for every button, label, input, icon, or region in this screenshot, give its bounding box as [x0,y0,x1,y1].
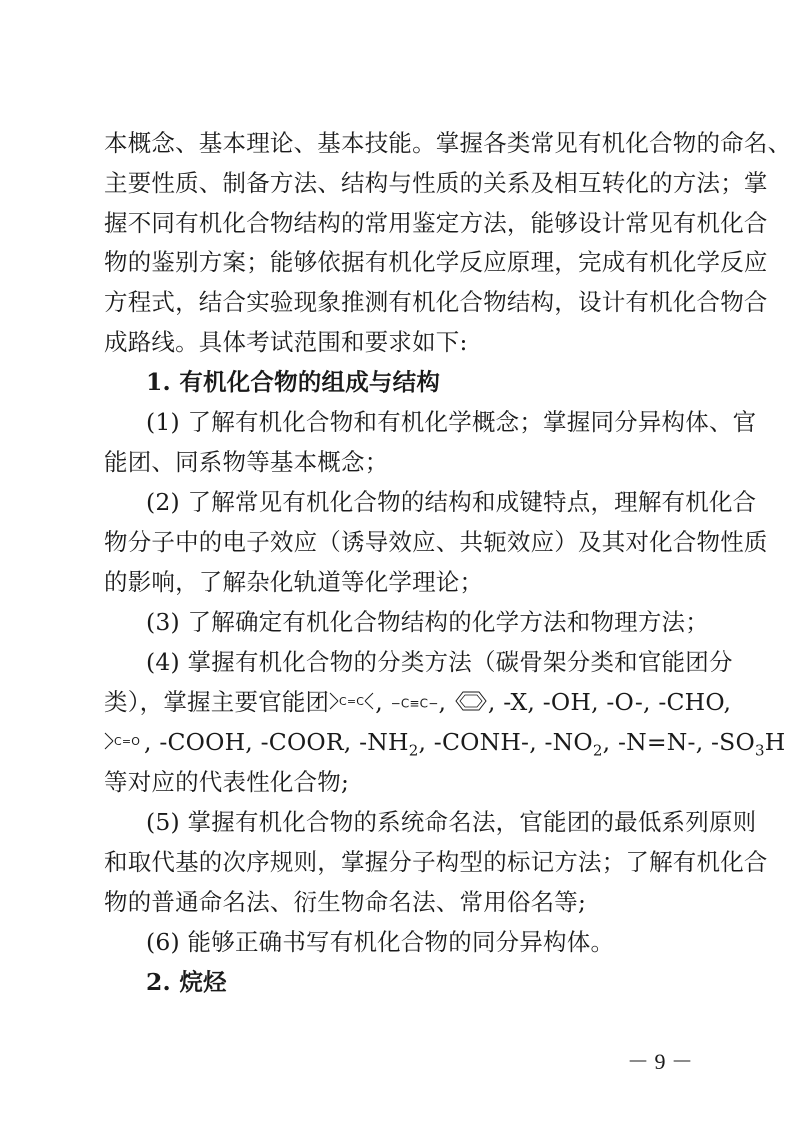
item-2-line: 物分子中的电子效应（诱导效应、共轭效应）及其对化合物性质 [104,528,768,556]
body-line: 成路线。具体考试范围和要求如下: [104,328,468,356]
item-4-suffix: , -X, -OH, -O-, -CHO, [487,688,732,716]
item-6-line: (6) 能够正确书写有机化合物的同分异构体。 [146,928,615,956]
body-line: 握不同有机化合物结构的常用鉴定方法，能够设计常见有机化合 [104,209,768,237]
body-line: 主要性质、制备方法、结构与性质的关系及相互转化的方法；掌 [104,169,768,197]
body-line: 方程式，结合实验现象推测有机化合物结构，设计有机化合物合 [104,288,768,316]
item-4-line: (4) 掌握有机化合物的分类方法（碳骨架分类和官能团分 [146,648,733,676]
item-4-functional-groups-line: 类），掌握主要官能团 C=C , −C≡C−, , -X, -OH, -O-, -CHO, [104,685,704,721]
alkene-group-structure [329,687,375,721]
carbonyl-label: C=O [114,734,141,748]
item-5-line: 物的普通命名法、衍生物命名法、常用俗名等; [104,888,587,916]
item-2-line: 的影响，了解杂化轨道等化学理论； [104,568,484,596]
item-1-line: (1) 了解有机化合物和有机化学概念；掌握同分异构体、官 [146,408,757,436]
item-5-line: (5) 掌握有机化合物的系统命名法，官能团的最低系列原则 [146,808,757,836]
item-1-line: 能团、同系物等基本概念； [104,448,389,476]
item-2-line: (2) 了解常见有机化合物的结构和成键特点，理解有机化合 [146,488,757,516]
benzene-ring-structure [454,687,488,721]
alkyne-group-label: −C≡C− [390,696,439,711]
section-heading: 2. 烷烃 [146,968,227,996]
page-number: － 9 － [626,1049,693,1074]
body-line: 本概念、基本理论、基本技能。掌握各类常见有机化合物的命名、 [104,129,792,157]
item-5-line: 和取代基的次序规则，掌握分子构型的标记方法；了解有机化合 [104,848,768,876]
alkene-label: C=C [339,694,365,708]
item-4-prefix: 类），掌握主要官能团 [104,688,330,716]
section-heading: 1. 有机化合物的组成与结构 [146,368,441,396]
body-line: 物的鉴别方案；能够依据有机化学反应原理，完成有机化学反应 [104,248,768,276]
item-4-functional-groups-line-2: C=O , -COOH, -COOR, $-NH_2$, -CONH-, $-NO_2$, -N=N-, $-SO_3H$ [104,725,704,761]
item-4-line: 等对应的代表性化合物; [104,768,350,796]
item-3-line: (3) 了解确定有机化合物结构的化学方法和物理方法； [146,608,709,636]
carbonyl-group-structure [104,727,144,761]
